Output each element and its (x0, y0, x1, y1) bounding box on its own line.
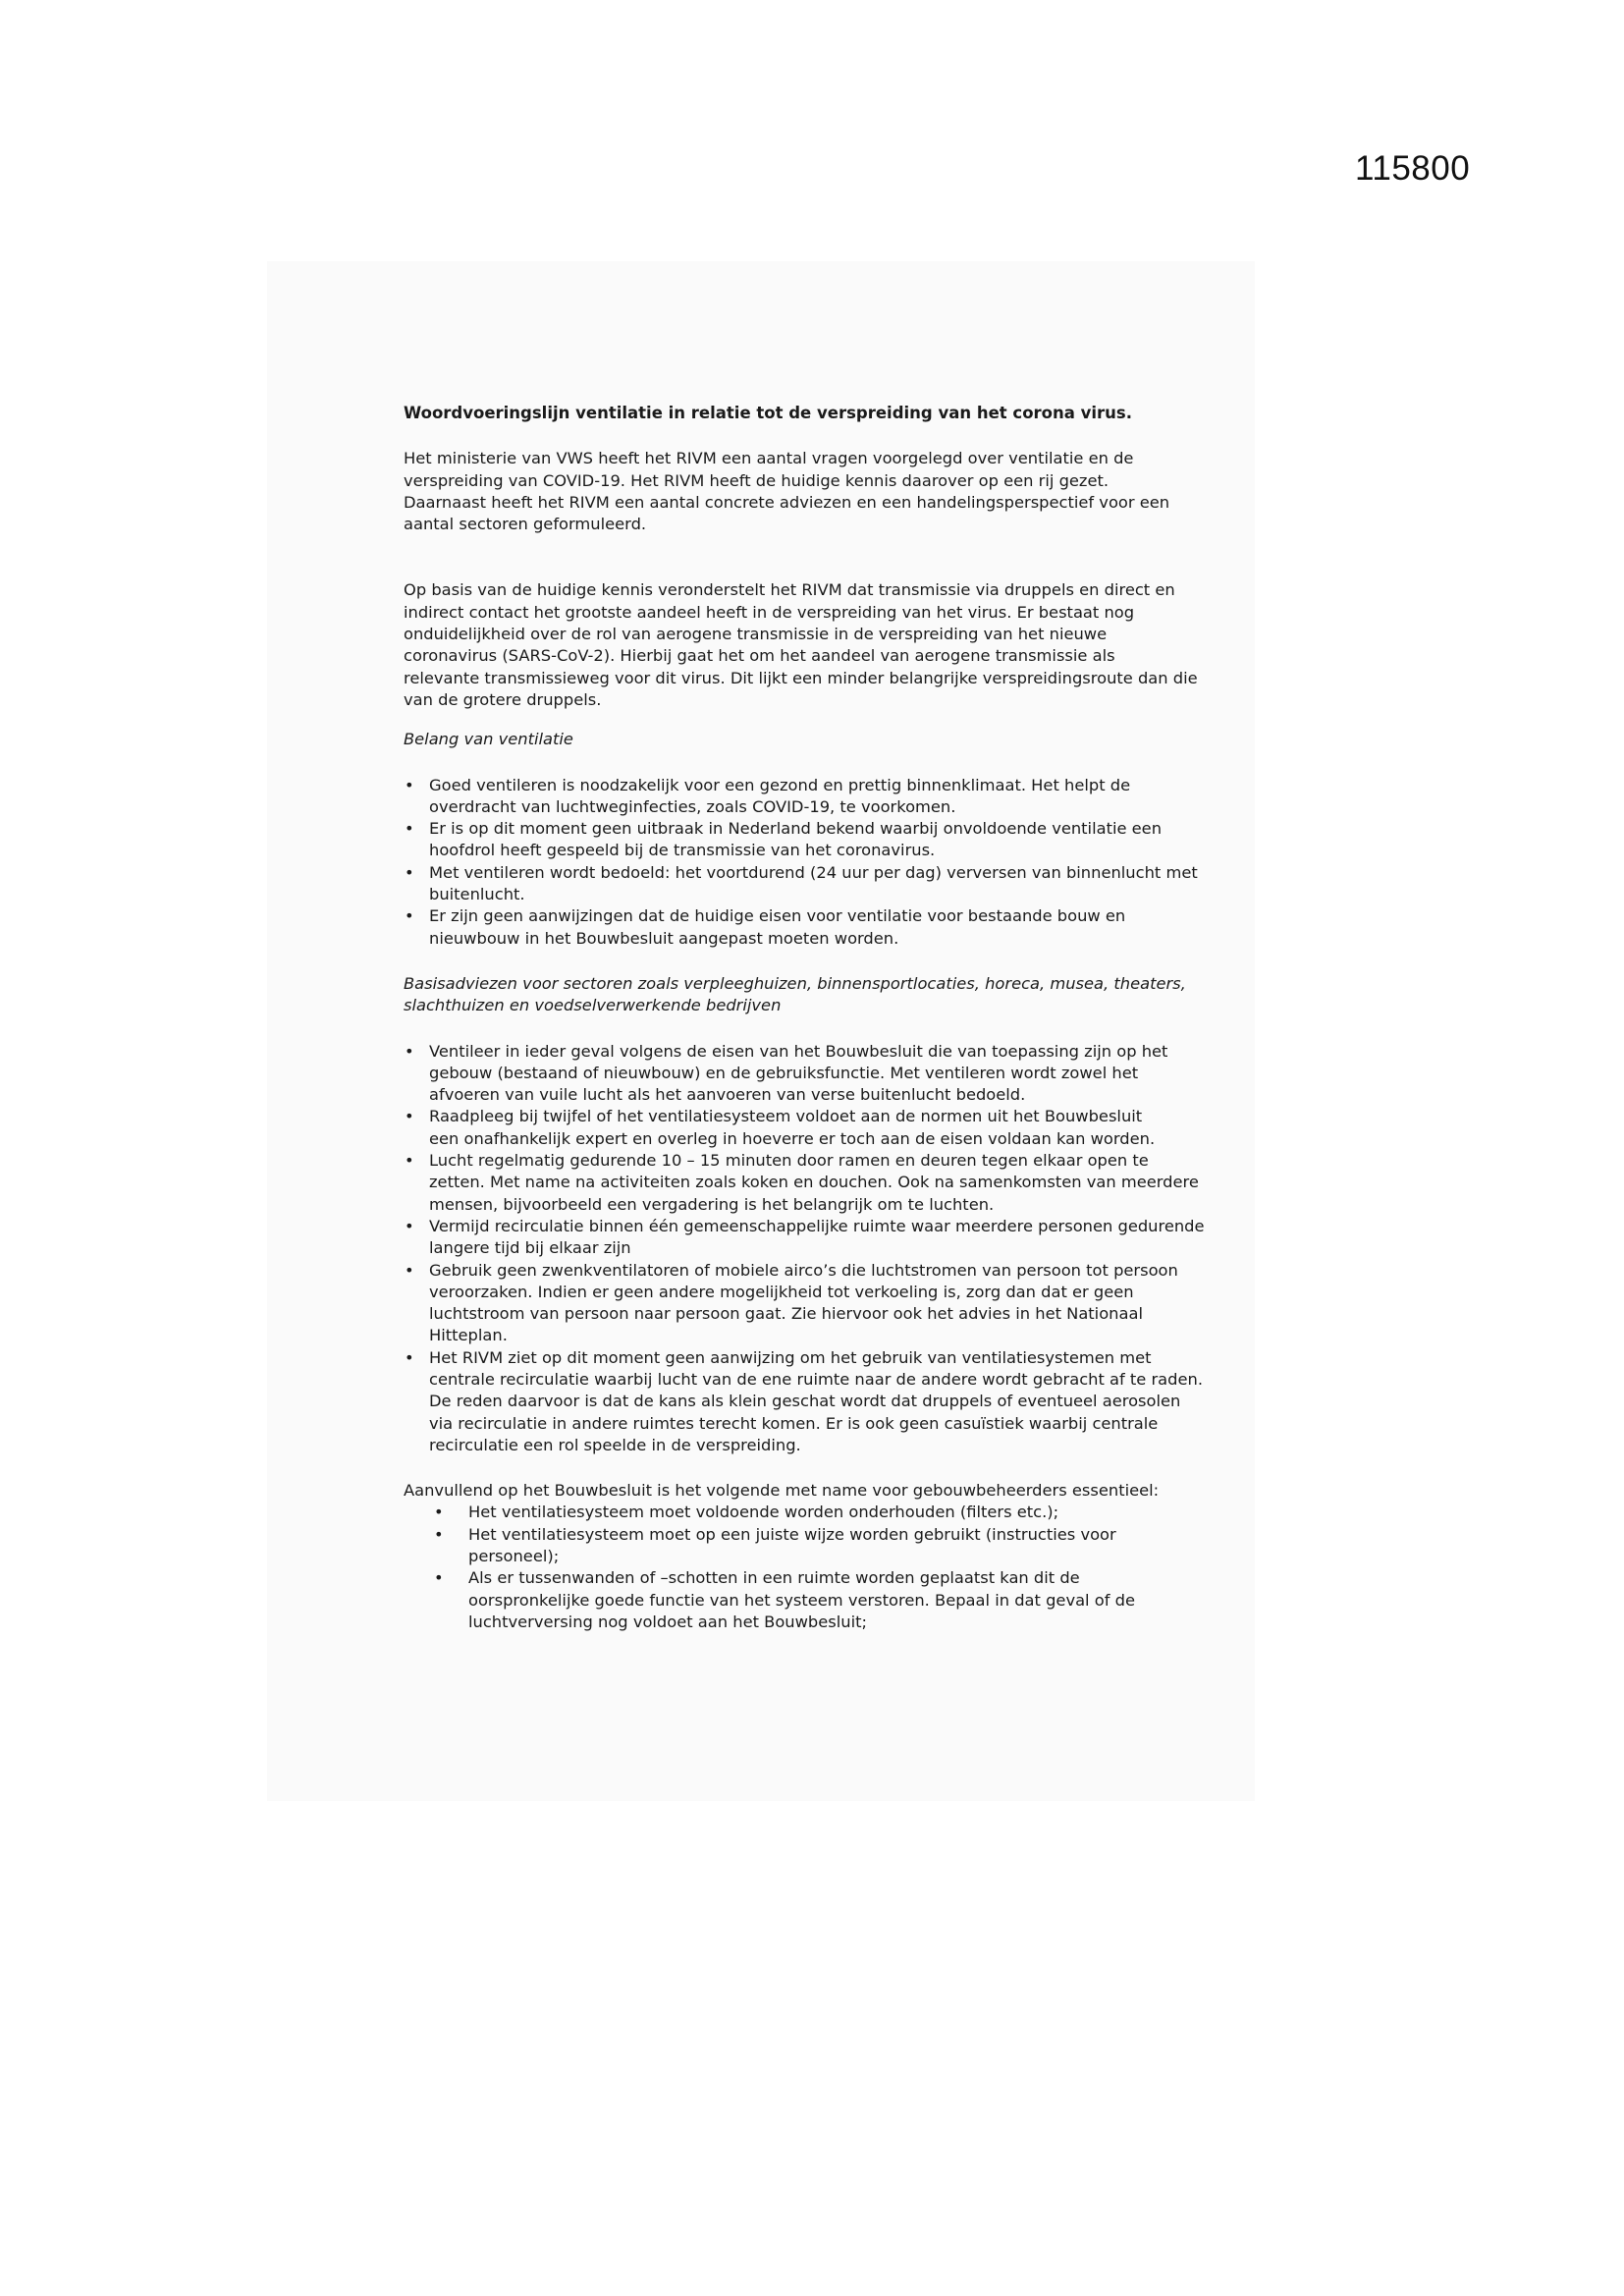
list-item-line: veroorzaken. Indien er geen andere mogelijkheid tot verkoeling is, zorg dan dat er geen (429, 1282, 1134, 1301)
list-item (404, 1150, 1250, 1216)
document-number: 115800 (1355, 149, 1471, 188)
list-item-line: Vermijd recirculatie binnen één gemeenschappelijke ruimte waar meerdere personen gedurende (429, 1216, 1205, 1235)
section-heading-basisadviezen (404, 973, 1250, 1017)
section-heading-belang: Belang van ventilatie (404, 730, 573, 749)
list-item-line: Er zijn geen aanwijzingen dat de huidige eisen voor ventilatie voor bestaande bouw en (429, 906, 1126, 926)
list-item-line: personeel); (468, 1547, 560, 1566)
list-item (404, 818, 1250, 862)
bullet-icon: • (405, 1041, 414, 1061)
list-item-line: recirculatie een rol speelde in de verspreiding. (429, 1435, 801, 1454)
list-item (404, 905, 1250, 950)
list-item-line: Hitteplan. (429, 1326, 508, 1345)
bullet-icon: • (405, 862, 414, 882)
basis-line: relevante transmissieweg voor dit virus. Dit lijkt een minder belangrijke verspreidingsroute dan die (404, 668, 1198, 687)
list-item (433, 1567, 1250, 1633)
list-item-line: Lucht regelmatig gedurende 10 – 15 minuten door ramen en deuren tegen elkaar open te (429, 1151, 1149, 1171)
beheerders-list (433, 1502, 1250, 1633)
list-item (404, 1216, 1250, 1260)
list-item-line: via recirculatie in andere ruimtes terecht komen. Er is ook geen casuïstiek waarbij centrale (429, 1413, 1159, 1433)
bullet-icon: • (405, 1151, 414, 1171)
section-heading-line: Basisadviezen voor sectoren zoals verpleeghuizen, binnensportlocaties, horeca, musea, theaters, (404, 973, 1186, 993)
belang-list (404, 775, 1250, 950)
bullet-icon: • (434, 1568, 444, 1588)
bullet-icon: • (405, 819, 414, 839)
document-body (404, 403, 1250, 1633)
list-item-line: Raadpleeg bij twijfel of het ventilatiesysteem voldoet aan de normen uit het Bouwbesluit (429, 1107, 1143, 1126)
list-item-line: oorspronkelijke goede functie van het systeem verstoren. Bepaal in dat geval of de (468, 1590, 1135, 1610)
list-item-line: hoofdrol heeft gespeeld bij de transmissie van het coronavirus. (429, 841, 936, 860)
list-item-line: mensen, bijvoorbeeld een vergadering is het belangrijk om te luchten. (429, 1194, 995, 1214)
list-item-line: De reden daarvoor is dat de kans als klein geschat wordt dat druppels of eventueel aerosolen (429, 1392, 1181, 1411)
list-item-line: Goed ventileren is noodzakelijk voor een gezond en prettig binnenklimaat. Het helpt de (429, 775, 1131, 794)
basis-line: coronavirus (SARS-CoV-2). Hierbij gaat het om het aandeel van aerogene transmissie als (404, 646, 1115, 666)
list-item-line: langere tijd bij elkaar zijn (429, 1238, 631, 1258)
basis-line: onduidelijkheid over de rol van aerogene transmissie in de verspreiding van het nieuwe (404, 625, 1108, 644)
section-heading-line: slachthuizen en voedselverwerkende bedrijven (404, 996, 782, 1015)
bullet-icon: • (405, 1107, 414, 1126)
list-item (404, 862, 1250, 906)
list-item-line: zetten. Met name na activiteiten zoals koken en douchen. Ook na samenkomsten van meerdere (429, 1173, 1199, 1192)
bullet-icon: • (405, 1216, 414, 1235)
list-item-line: Gebruik geen zwenkventilatoren of mobiele airco’s die luchtstromen van persoon tot persoon (429, 1260, 1178, 1280)
list-item (404, 1260, 1250, 1347)
basis-line: indirect contact het grootste aandeel heeft in de verspreiding van het virus. Er bestaat nog (404, 602, 1135, 622)
intro-line: verspreiding van COVID-19. Het RIVM heeft de huidige kennis daarover op een rij gezet. (404, 470, 1110, 490)
document-title: Woordvoeringslijn ventilatie in relatie tot de verspreiding van het corona virus. (404, 404, 1133, 422)
list-item-line: Met ventileren wordt bedoeld: het voortdurend (24 uur per dag) verversen van binnenlucht met (429, 862, 1198, 882)
list-item (404, 1347, 1250, 1456)
list-item (404, 1041, 1250, 1107)
list-item-line: gebouw (bestaand of nieuwbouw) en de gebruiksfunctie. Met ventileren wordt zowel het (429, 1063, 1139, 1082)
list-item-line: Het ventilatiesysteem moet op een juiste wijze worden gebruikt (instructies voor (468, 1524, 1116, 1544)
bullet-icon: • (434, 1524, 444, 1544)
list-item-line: een onafhankelijk expert en overleg in hoeverre er toch aan de eisen voldaan kan worden. (429, 1128, 1156, 1148)
basis-line: van de grotere druppels. (404, 689, 602, 709)
list-item-line: luchtverversing nog voldoet aan het Bouwbesluit; (468, 1612, 867, 1631)
aanvullend-paragraph: Aanvullend op het Bouwbesluit is het volgende met name voor gebouwbeheerders essentieel: (404, 1481, 1160, 1501)
list-item (433, 1524, 1250, 1568)
bullet-icon: • (405, 775, 414, 794)
list-item-line: Het RIVM ziet op dit moment geen aanwijzing om het gebruik van ventilatiesystemen met (429, 1347, 1152, 1367)
list-item-line: overdracht van luchtweginfecties, zoals COVID-19, te voorkomen. (429, 796, 956, 816)
bullet-icon: • (405, 906, 414, 926)
list-item-line: buitenlucht. (429, 885, 525, 904)
list-item-line: Als er tussenwanden of –schotten in een ruimte worden geplaatst kan dit de (468, 1568, 1080, 1588)
list-item-line: luchtstroom van persoon naar persoon gaat. Zie hiervoor ook het advies in het Nationaal (429, 1304, 1143, 1324)
bullet-icon: • (405, 1260, 414, 1280)
list-item-line: Er is op dit moment geen uitbraak in Nederland bekend waarbij onvoldoende ventilatie een (429, 819, 1163, 839)
list-item (404, 1106, 1250, 1150)
basis-line: Op basis van de huidige kennis veronderstelt het RIVM dat transmissie via druppels en direct en (404, 580, 1175, 600)
list-item (404, 775, 1250, 819)
list-item-line: Ventileer in ieder geval volgens de eisen van het Bouwbesluit die van toepassing zijn op het (429, 1041, 1168, 1061)
list-item-line: nieuwbouw in het Bouwbesluit aangepast moeten worden. (429, 928, 899, 948)
intro-line: Daarnaast heeft het RIVM een aantal concrete adviezen en een handelingsperspectief voor een (404, 492, 1170, 512)
basis-paragraph (404, 579, 1250, 711)
list-item-line: afvoeren van vuile lucht als het aanvoeren van verse buitenlucht bedoeld. (429, 1085, 1026, 1105)
basisadviezen-list (404, 1041, 1250, 1457)
list-item (433, 1502, 1250, 1523)
intro-line: aantal sectoren geformuleerd. (404, 515, 647, 534)
bullet-icon: • (434, 1503, 444, 1522)
intro-line: Het ministerie van VWS heeft het RIVM een aantal vragen voorgelegd over ventilatie en de (404, 449, 1134, 468)
list-item-line: centrale recirculatie waarbij lucht van de ene ruimte naar de andere wordt gebracht af te raden. (429, 1369, 1204, 1389)
bullet-icon: • (405, 1347, 414, 1367)
intro-paragraph (404, 448, 1250, 535)
list-item-line: Het ventilatiesysteem moet voldoende worden onderhouden (filters etc.); (468, 1503, 1059, 1522)
